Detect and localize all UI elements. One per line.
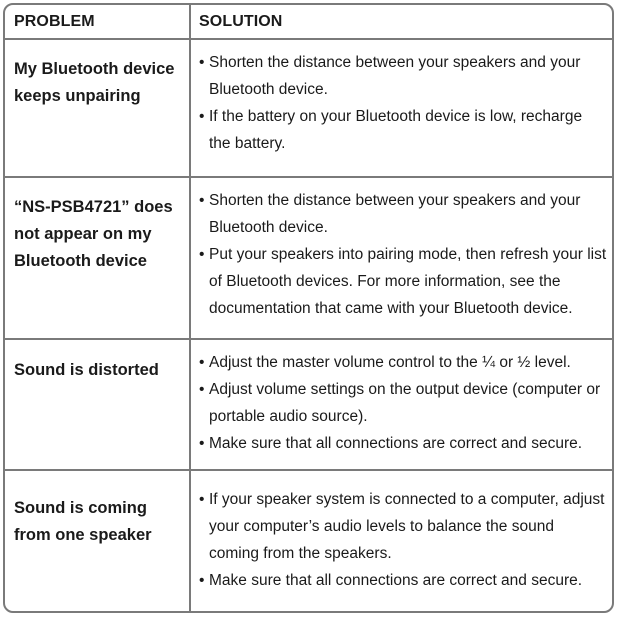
solution-list xyxy=(199,349,607,457)
solution-cell xyxy=(199,187,607,322)
bullet-icon: • xyxy=(199,54,205,71)
bullet-icon: • xyxy=(199,435,205,452)
solution-text: Adjust volume settings on the output device (computer or portable audio source). xyxy=(209,381,601,425)
header-divider xyxy=(5,38,612,40)
column-divider xyxy=(189,5,191,611)
solution-item xyxy=(199,376,607,430)
solution-item xyxy=(199,349,607,376)
bullet-icon: • xyxy=(199,192,205,209)
bullet-icon: • xyxy=(199,108,205,125)
bullet-icon: • xyxy=(199,246,205,263)
solution-item xyxy=(199,187,607,241)
problem-cell: “NS-PSB4721” does not appear on my Bluetooth device xyxy=(14,198,173,270)
header-problem: PROBLEM xyxy=(14,13,95,30)
solution-cell xyxy=(199,486,607,594)
header-solution: SOLUTION xyxy=(199,13,283,30)
row-divider xyxy=(5,176,612,178)
solution-text: Make sure that all connections are correct and secure. xyxy=(209,572,583,589)
solution-text: Adjust the master volume control to the ¼ or ½ level. xyxy=(209,354,571,371)
solution-item xyxy=(199,49,607,103)
solution-cell xyxy=(199,49,607,157)
solution-item xyxy=(199,567,607,594)
problem-cell: Sound is coming from one speaker xyxy=(14,499,152,544)
solution-list xyxy=(199,486,607,594)
solution-text: If the battery on your Bluetooth device is low, recharge the battery. xyxy=(209,108,583,152)
solution-item xyxy=(199,241,607,322)
solution-list xyxy=(199,49,607,157)
solution-item xyxy=(199,103,607,157)
solution-text: Make sure that all connections are correct and secure. xyxy=(209,435,583,452)
solution-item xyxy=(199,486,607,567)
solution-text: Shorten the distance between your speakers and your Bluetooth device. xyxy=(209,54,581,98)
solution-cell xyxy=(199,349,607,457)
troubleshooting-table xyxy=(3,3,614,613)
solution-text: Shorten the distance between your speakers and your Bluetooth device. xyxy=(209,192,581,236)
bullet-icon: • xyxy=(199,572,205,589)
solution-text: Put your speakers into pairing mode, then refresh your list of Bluetooth devices. For more information, see the documentation that came with your Bluetooth device. xyxy=(209,246,607,317)
solution-item xyxy=(199,430,607,457)
problem-cell: My Bluetooth device keeps unpairing xyxy=(14,60,175,105)
row-divider xyxy=(5,338,612,340)
problem-cell: Sound is distorted xyxy=(14,361,159,379)
solution-text: If your speaker system is connected to a computer, adjust your computer’s audio levels to balance the sound coming from the speakers. xyxy=(209,491,605,562)
bullet-icon: • xyxy=(199,381,205,398)
solution-list xyxy=(199,187,607,322)
bullet-icon: • xyxy=(199,354,205,371)
bullet-icon: • xyxy=(199,491,205,508)
row-divider xyxy=(5,469,612,471)
